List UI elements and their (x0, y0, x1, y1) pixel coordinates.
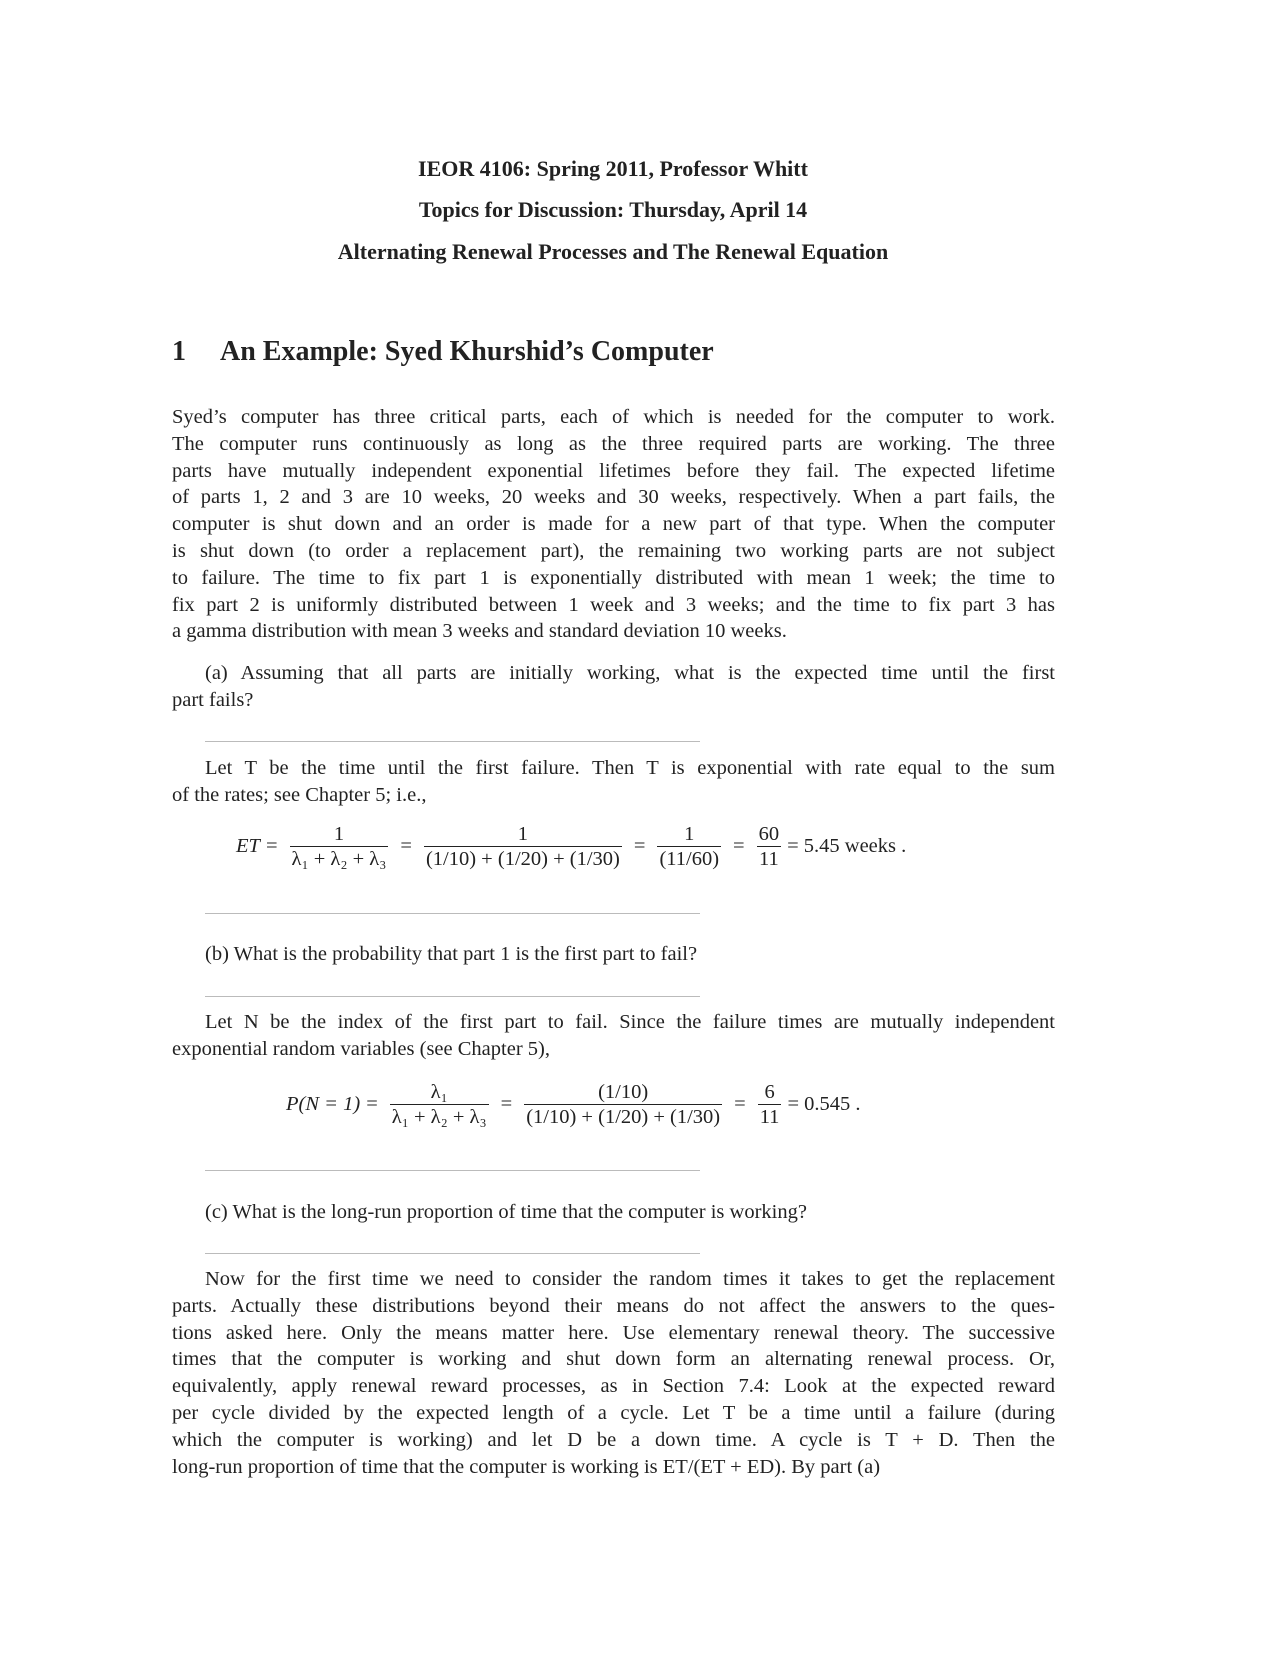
text-line: exponential random variables (see Chapter 5), (172, 1037, 550, 1060)
equals: = (734, 1093, 746, 1115)
equals: = (366, 1093, 378, 1115)
eq-result: = 5.45 weeks . (787, 835, 907, 857)
question-b (205, 941, 1055, 968)
answer-c-text (172, 1266, 1055, 1480)
text-line: Let N be the index of the first part to fail. Since the failure times are mutually independent (205, 1011, 1055, 1033)
text-line: The computer runs continuously as long as the three required parts are working. The three (172, 432, 1055, 455)
answer-b-text (172, 1009, 1055, 1063)
eq-result: = 0.545 . (787, 1093, 861, 1115)
text-line: Syed’s computer has three critical parts, each of which is needed for the computer to work. (172, 406, 1055, 428)
equals: = (400, 835, 412, 857)
text-line: of the rates; see Chapter 5; i.e., (172, 783, 427, 806)
fraction: $\frac{60}{11}$ (758, 823, 780, 870)
fraction: $\frac{1}{\text{λ₁ + λ₂ + λ₃}}$ (291, 823, 387, 870)
text-line: parts have mutually independent exponential lifetimes before they fail. The expected lifetime (172, 459, 1055, 482)
equals: = (733, 835, 745, 857)
fraction: $\frac{(1/10)}{(1/10) + (1/20) + (1/30)}$ (526, 1081, 721, 1128)
text-line: equivalently, apply renewal reward processes, as in Section 7.4: Look at the expected reward (172, 1375, 1055, 1398)
text-line: is shut down (to order a replacement part), the remaining two working parts are not subject (172, 539, 1055, 562)
eq-lhs: P(N = 1) (286, 1093, 361, 1115)
text-line: a gamma distribution with mean 3 weeks and standard deviation 10 weeks. (172, 620, 787, 643)
text-line: part fails? (172, 688, 254, 711)
answer-a-text (172, 755, 1055, 809)
text-line: which the computer is working) and let D be a down time. A cycle is T + D. Then the (172, 1428, 1055, 1451)
fraction: $\frac{6}{11}$ (759, 1081, 780, 1128)
text-line: fix part 2 is uniformly distributed between 1 week and 3 weeks; and the time to fix part 3 has (172, 593, 1055, 616)
fraction: $\frac{1}{(1/10) + (1/20) + (1/30)}$ (425, 823, 620, 870)
equation-probability (286, 1080, 861, 1129)
equals: = (500, 1093, 513, 1115)
text-line: per cycle divided by the expected length of a cycle. Let T be a time until a failure (during (172, 1401, 1055, 1424)
equals: = (633, 835, 646, 857)
divider (205, 1253, 700, 1254)
fraction: $\frac{\text{λ₁}}{\text{λ₁ + λ₂ + λ₃}}$ (391, 1081, 487, 1128)
text-line: times that the computer is working and shut down form an alternating renewal process. Or, (172, 1348, 1055, 1371)
text-line: long-run proportion of time that the computer is working is ET/(ET + ED). By part (a) (172, 1455, 881, 1478)
eq-lhs: ET (236, 835, 260, 857)
text-line: parts. Actually these distributions beyond their means do not affect the answers to the ques- (172, 1294, 1055, 1317)
text-line: tions asked here. Only the means matter here. Use elementary renewal theory. The successive (172, 1321, 1055, 1344)
text-line: (c) What is the long-run proportion of time that the computer is working? (205, 1201, 807, 1223)
question-c (205, 1199, 1055, 1226)
intro-paragraph (172, 404, 1055, 645)
equation-expected-time (236, 822, 906, 871)
text-line: (a) Assuming that all parts are initially working, what is the expected time until the first (205, 662, 1055, 684)
topics-title: Topics for Discussion: Thursday, April 14 (418, 197, 808, 222)
text-line: of parts 1, 2 and 3 are 10 weeks, 20 weeks and 30 weeks, respectively. When a part fails, the (172, 486, 1055, 509)
subject-title: Alternating Renewal Processes and The Renewal Equation (337, 239, 889, 264)
course-title: IEOR 4106: Spring 2011, Professor Whitt (418, 156, 808, 181)
text-line: Let T be the time until the first failure. Then T is exponential with rate equal to the sum (205, 757, 1055, 779)
question-a (172, 660, 1055, 714)
text-line: computer is shut down and an order is made for a new part of that type. When the computer (172, 513, 1055, 536)
section-heading (172, 336, 714, 368)
divider (205, 996, 700, 997)
equals: = (265, 835, 278, 857)
divider (205, 1170, 700, 1171)
fraction: $\frac{1}{(11/60)}$ (659, 823, 720, 870)
divider (205, 741, 700, 742)
section-number: 1 (172, 336, 186, 367)
section-title: An Example: Syed Khurshid’s Computer (220, 336, 714, 367)
text-line: to failure. The time to fix part 1 is exponentially distributed with mean 1 week; the time to (172, 566, 1055, 589)
text-line: (b) What is the probability that part 1 is the first part to fail? (205, 943, 698, 965)
text-line: Now for the first time we need to consider the random times it takes to get the replacement (205, 1268, 1055, 1290)
divider (205, 913, 700, 914)
